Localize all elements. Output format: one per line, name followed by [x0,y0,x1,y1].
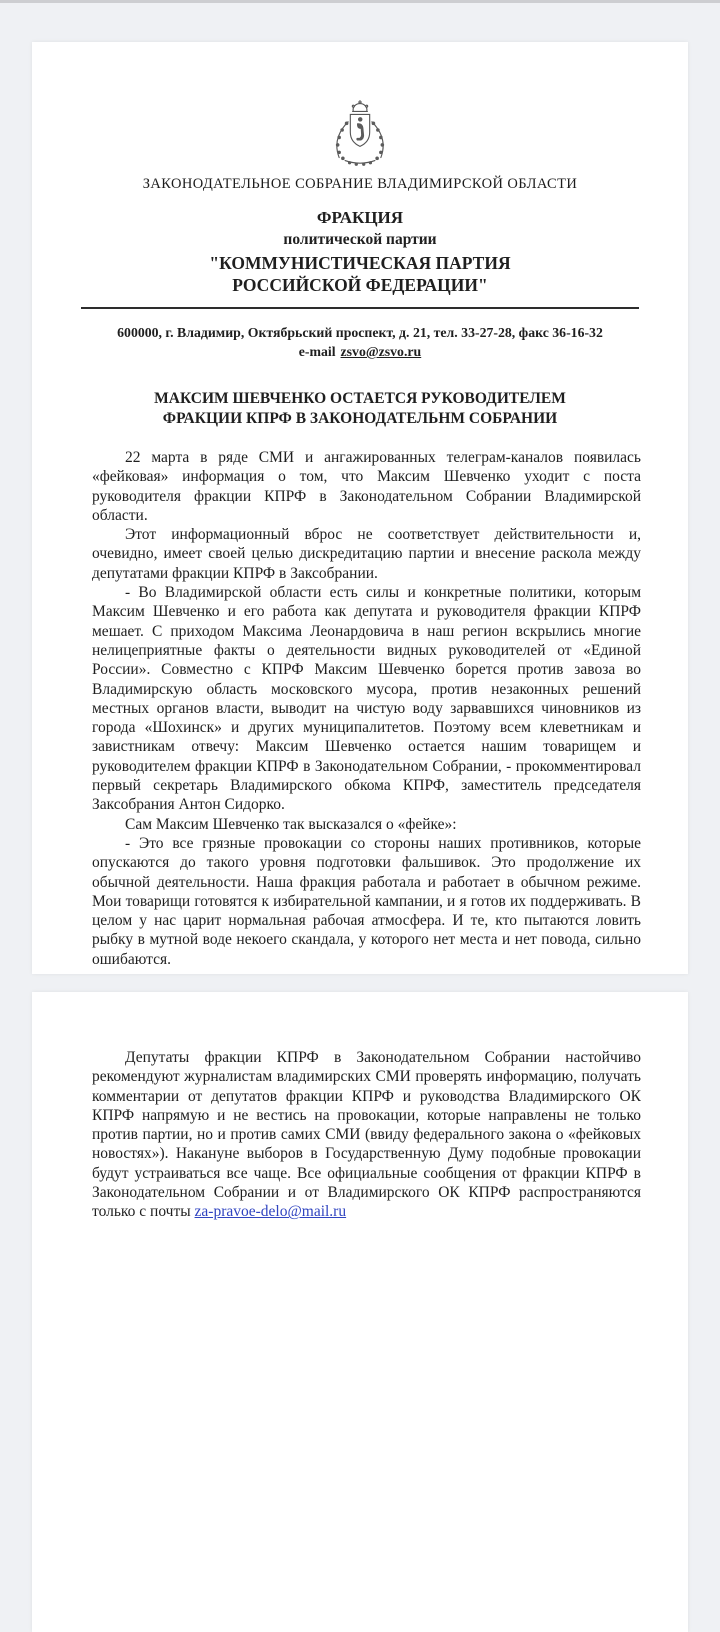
organization-name: ЗАКОНОДАТЕЛЬНОЕ СОБРАНИЕ ВЛАДИМИРСКОЙ ОБЛАСТИ [142,176,578,192]
party-name-line-1: "КОММУНИСТИЧЕСКАЯ ПАРТИЯ [209,253,511,273]
fraction-heading: ФРАКЦИЯ [316,208,404,227]
window-top-edge [0,0,720,3]
header-divider [81,307,639,309]
coat-of-arms-icon [321,98,399,168]
document-title [72,389,648,429]
document-title-line-1: МАКСИМ ШЕВЧЕНКО ОСТАЕТСЯ РУКОВОДИТЕЛЕМ [154,390,566,407]
paragraph: 22 марта в ряде СМИ и ангажированных телеграм-каналов появилась «фейковая» информация о том, что Максим Шевченко уходит с поста руководителя фракции КПРФ в Законодательном Собрании Владимирской области. [92,449,641,524]
document-body [92,448,641,969]
email-label: e-mail [298,344,336,359]
party-name-line-2: РОССИЙСКОЙ ФЕДЕРАЦИИ" [232,275,488,295]
paragraph: Этот информационный вброс не соответствует действительности и, очевидно, имеет своей целью дискредитацию партии и внесение раскола между депутатами фракции КПРФ в Заксобрании. [92,526,641,582]
paragraph: - Во Владимирской области есть силы и конкретные политики, которым Максим Шевченко и его работа как депутата и руководителя фракции КПРФ мешает. С приходом Максима Леонардовича в наш регион вскрылись многие нелицеприятные факты о деятельности видных руководителей от «Единой России». Совместно с КПРФ Максим Шевченко борется против завоза во Владимирскую область московского мусора, против незаконных решений местных органов власти, выводит на чистую воду зарвавшихся чиновников из города «Шохинск» и других муниципалитетов. Поэтому всем клеветникам и завистникам отвечу: Максим Шевченко остается нашим товарищем и руководителем фракции КПРФ в Законодательном Собрании, - прокомментировал первый секретарь Владимирского обкома КПРФ, заместитель председателя Заксобрания Антон Сидорко. [92,584,641,814]
press-email-link[interactable]: za-pravoe-delo@mail.ru [194,1203,347,1221]
address-contact-line: 600000, г. Владимир, Октябрьский проспект, д. 21, тел. 33-27-28, факс 36-16-32 [117,325,603,340]
paragraph [92,1048,641,1222]
paragraph: Сам Максим Шевченко так высказался о «фейке»: [125,815,457,833]
org-email-link[interactable]: zsvo@zsvo.ru [340,344,422,359]
document-body-page-2 [92,1048,641,1222]
fraction-subheading: политической партии [283,231,437,248]
paragraph: - Это все грязные провокации со стороны наших противников, которые опускаются до такого уровня подготовки фальшивок. Это продолжение их обычной деятельности. Наша фракция работала и работает в обычном режиме. Мои товарищи готовятся к избирательной кампании, и я готов их поддерживать. В целом у нас царит нормальная рабочая атмосфера. И те, кто пытаются ловить рыбку в мутной воде некоего скандала, у которого нет места и нет повода, сильно ошибаются. [92,834,641,968]
email-line [32,344,688,360]
document-title-line-2: ФРАКЦИИ КПРФ В ЗАКОНОДАТЕЛЬНМ СОБРАНИИ [162,410,558,427]
document-page-2 [32,992,688,1632]
paragraph-text: Депутаты фракции КПРФ в Законодательном Собрании настойчиво рекомендуют журналистам владимирских СМИ проверять информацию, получать комментарии от депутатов фракции КПРФ и руководства Владимирского ОК КПРФ напрямую и не вестись на провокации, которые направлены не только против партии, но и против самих СМИ (ввиду федерального закона о «фейковых новостях»). Накануне выборов в Государственную Думу подобные провокации будут устраиваться все чаще. Все официальные сообщения от фракции КПРФ в Законодательном Собрании и от Владимирского ОК КПРФ распространяются только с почты [92,1049,641,1221]
document-page-1 [32,42,688,974]
